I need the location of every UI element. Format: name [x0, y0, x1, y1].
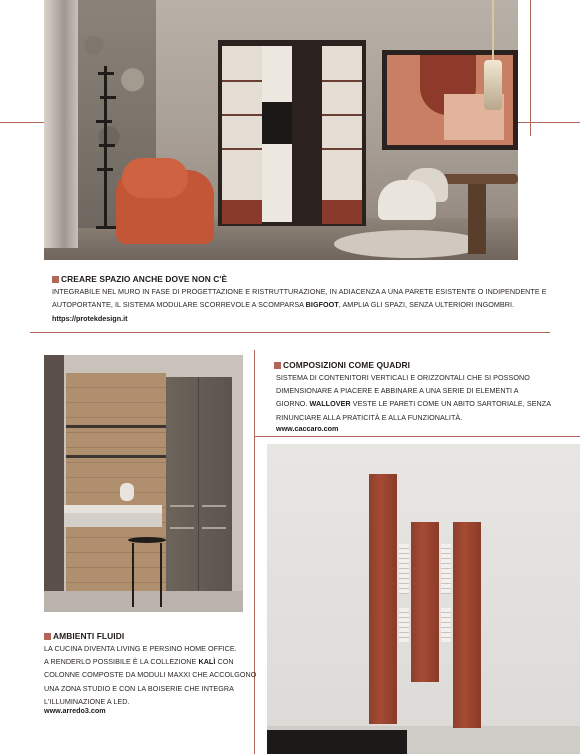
heading-square-icon: [274, 362, 281, 369]
kitchen-tall-columns: [166, 377, 232, 591]
article-heading: AMBIENTI FLUIDI: [44, 631, 124, 641]
crop-line-top-right: [518, 122, 580, 123]
body-line: L'ILLUMINAZIONE A LED.: [44, 696, 130, 706]
divider-rule-middle: [30, 332, 550, 333]
body-line: INTEGRABILE NEL MURO IN FASE DI PROGETTAZIONE E RISTRUTTURAZIONE, IN ADIACENZA A UNA PARETE ESISTENTE O INDIPENDENTE E: [52, 287, 547, 296]
product-name: BIGFOOT: [305, 300, 339, 310]
body-line: UNA ZONA STUDIO E CON LA BOISERIE CHE INTEGRA: [44, 683, 234, 693]
photo-wall-storage-composition: [267, 444, 580, 754]
divider-rule-right: [254, 436, 580, 437]
wall-unit-column: [453, 522, 481, 728]
wall-unit-column: [411, 522, 439, 682]
photo-living-room-sliding-door: [44, 0, 518, 260]
body-line: DIMENSIONARE A PIACERE E ABBINARE A UNA SERIE DI ELEMENTI A: [276, 386, 519, 396]
product-name: KALÌ: [198, 657, 216, 667]
article-body: [276, 371, 552, 424]
photo-kitchen-study-zone: [44, 355, 243, 612]
black-bench: [267, 730, 407, 754]
body-line: SISTEMA DI CONTENITORI VERTICALI E ORIZZONTALI CHE SI POSSONO: [276, 373, 530, 382]
body-line: COLONNE COMPOSTE DA MODULI MAXXI CHE ACCOLGONO: [44, 670, 257, 680]
article-heading: COMPOSIZIONI COME QUADRI: [274, 360, 410, 370]
wall-unit-column: [369, 474, 397, 724]
sliding-door-cabinet: [218, 40, 366, 226]
website-link[interactable]: https://protekdesign.it: [52, 314, 128, 323]
body-line: RINUNCIARE ALLA PRATICITÀ E ALLA FUNZIONALITÀ.: [276, 412, 463, 422]
article-body: [52, 285, 547, 311]
product-name: WALLOVER: [309, 399, 351, 409]
body-line: GIORNO. WALLOVER VESTE LE PARETI COME UN ABITO SARTORIALE, SENZA: [276, 399, 552, 409]
body-line: AUTOPORTANTE, IL SISTEMA MODULARE SCORREVOLE A SCOMPARSA BIGFOOT, AMPLIA GLI SPAZI, SENZA ULTERIORI INGOMBRI.: [52, 300, 515, 310]
website-link[interactable]: www.arredo3.com: [44, 706, 106, 715]
heading-square-icon: [44, 633, 51, 640]
crop-line-top-left: [0, 122, 44, 123]
crop-line-vertical-center: [254, 350, 255, 754]
website-link[interactable]: www.caccaro.com: [276, 424, 339, 433]
crop-line-vertical-right: [530, 0, 531, 136]
article-body: [44, 642, 257, 708]
heading-square-icon: [52, 276, 59, 283]
orange-armchair: [116, 170, 214, 244]
body-line: LA CUCINA DIVENTA LIVING E PERSINO HOME OFFICE.: [44, 644, 237, 653]
article-heading: CREARE SPAZIO ANCHE DOVE NON C'È: [52, 274, 227, 284]
body-line: A RENDERLO POSSIBILE È LA COLLEZIONE KALÌ CON: [44, 657, 234, 667]
